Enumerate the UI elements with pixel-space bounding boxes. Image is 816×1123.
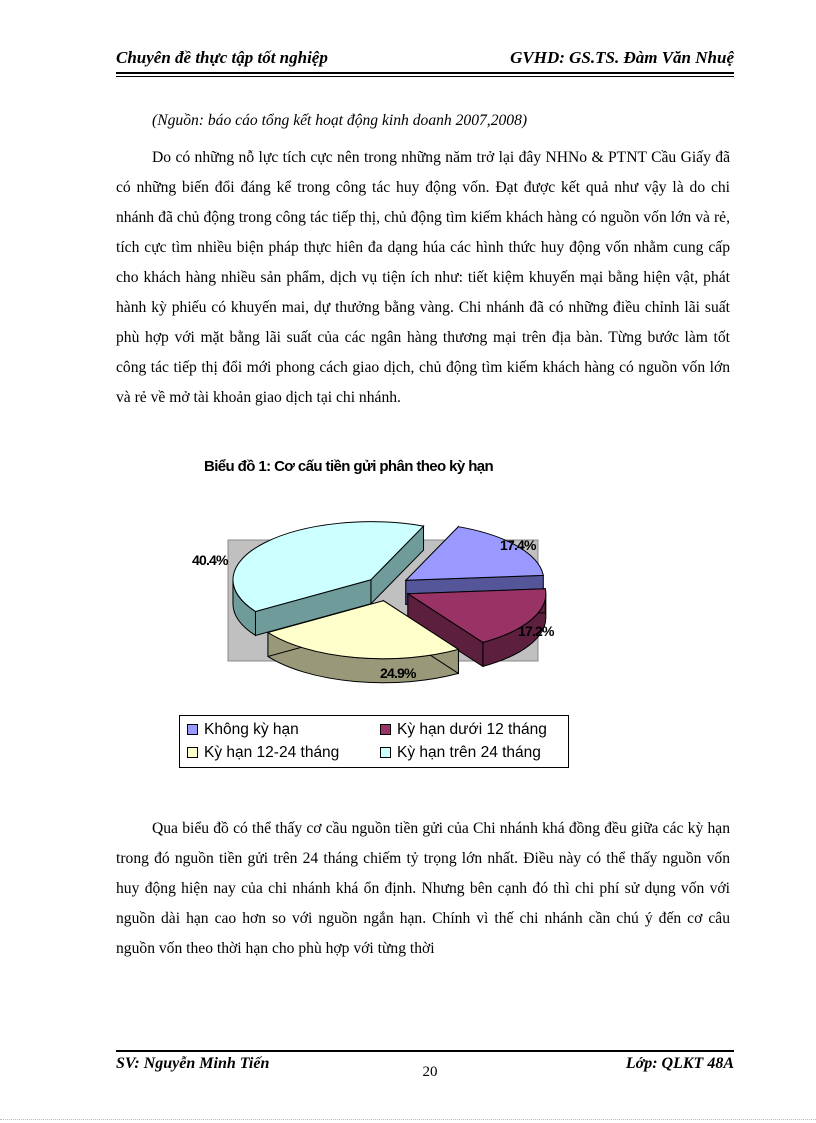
page-number: 20 bbox=[422, 1064, 438, 1080]
paragraph-2-text: Qua biểu đồ có thể thấy cơ cầu nguồn tiền gửi của Chi nhánh khá đồng đều giữa các kỳ hạn trong đó nguồn tiền gửi trên 24 tháng chiếm tỷ trọng lớn nhất. Điều này có thể thấy nguồn vốn huy động hiện nay của chi nhánh khá ổn định. Nhưng bên cạnh đó thì chi phí sử dụng vốn với nguồn dài hạn cao hơn so với nguồn ngắn hạn. Chính vì thế chi nhánh cần chú ý đến cơ câu nguồn vốn theo thời hạn cho phù hợp với từng thời bbox=[116, 820, 730, 957]
legend-item-tren-24-thang bbox=[380, 744, 541, 764]
data-label-tren-24-thang: 40.4% bbox=[192, 552, 228, 568]
legend-item-12-24-thang bbox=[187, 744, 339, 764]
data-label-duoi-12-thang: 17.2% bbox=[518, 623, 554, 639]
legend-item-duoi-12-thang bbox=[380, 721, 547, 741]
paragraph-1 bbox=[116, 143, 730, 413]
pie-chart bbox=[170, 520, 610, 700]
chart-title: Biểu đồ 1: Cơ cấu tiền gửi phân theo kỳ hạn bbox=[204, 458, 494, 475]
source-note: (Nguồn: báo cáo tổng kết hoạt động kinh doanh 2007,2008) bbox=[152, 112, 528, 129]
footer-rule bbox=[116, 1050, 734, 1052]
legend-swatch bbox=[187, 724, 198, 735]
data-label-12-24-thang: 24.9% bbox=[380, 665, 416, 681]
page-bottom-edge bbox=[0, 1119, 816, 1120]
header-rule-thin bbox=[116, 76, 734, 77]
footer-right: Lớp: QLKT 48A bbox=[625, 1055, 734, 1072]
legend-swatch bbox=[380, 747, 391, 758]
header-left: Chuyên đề thực tập tốt nghiệp bbox=[116, 48, 328, 67]
page-header bbox=[116, 48, 734, 72]
legend-item-khong-ky-han bbox=[187, 721, 299, 741]
header-right: GVHD: GS.TS. Đàm Văn Nhuệ bbox=[510, 48, 734, 67]
header-rule bbox=[116, 72, 734, 74]
legend-label: Kỳ hạn dưới 12 tháng bbox=[397, 721, 547, 738]
chart-legend bbox=[179, 715, 569, 768]
legend-label: Kỳ hạn 12-24 tháng bbox=[204, 744, 340, 761]
data-label-khong-ky-han: 17.4% bbox=[500, 537, 536, 553]
legend-swatch bbox=[380, 724, 391, 735]
legend-swatch bbox=[187, 747, 198, 758]
legend-label: Không kỳ hạn bbox=[204, 721, 299, 738]
legend-label: Kỳ hạn trên 24 tháng bbox=[397, 744, 541, 761]
paragraph-1-text: Do có những nỗ lực tích cực nên trong những năm trở lại đây NHNo & PTNT Cầu Giấy đã có những biến đổi đáng kể trong công tác huy động vốn. Đạt được kết quả như vậy là do chi nhánh đã chủ động trong công tác tiếp thị, chủ động tìm kiếm khách hàng có nguồn vốn lớn và rẻ, tích cực tìm nhiều biện pháp thực hiên đa dạng húa các hình thức huy động vốn nhằm cung cấp cho khách hàng nhiều sản phẩm, dịch vụ tiện ích như: tiết kiệm khuyến mại bằng hiện vật, phát hành kỳ phiếu có khuyến mai, dự thưởng bằng vàng. Chi nhánh đã có những điều chỉnh lãi suất phù hợp với mặt bằng lãi suất của các ngân hàng thương mại trên địa bàn. Từng bước làm tốt công tác tiếp thị đổi mới phong cách giao dịch, chủ động tìm kiếm khách hàng có nguồn vốn lớn và rẻ về mở tài khoản giao dịch tại chi nhánh. bbox=[116, 149, 730, 406]
paragraph-2 bbox=[116, 814, 730, 964]
footer-left: SV: Nguyễn Minh Tiến bbox=[116, 1055, 270, 1072]
